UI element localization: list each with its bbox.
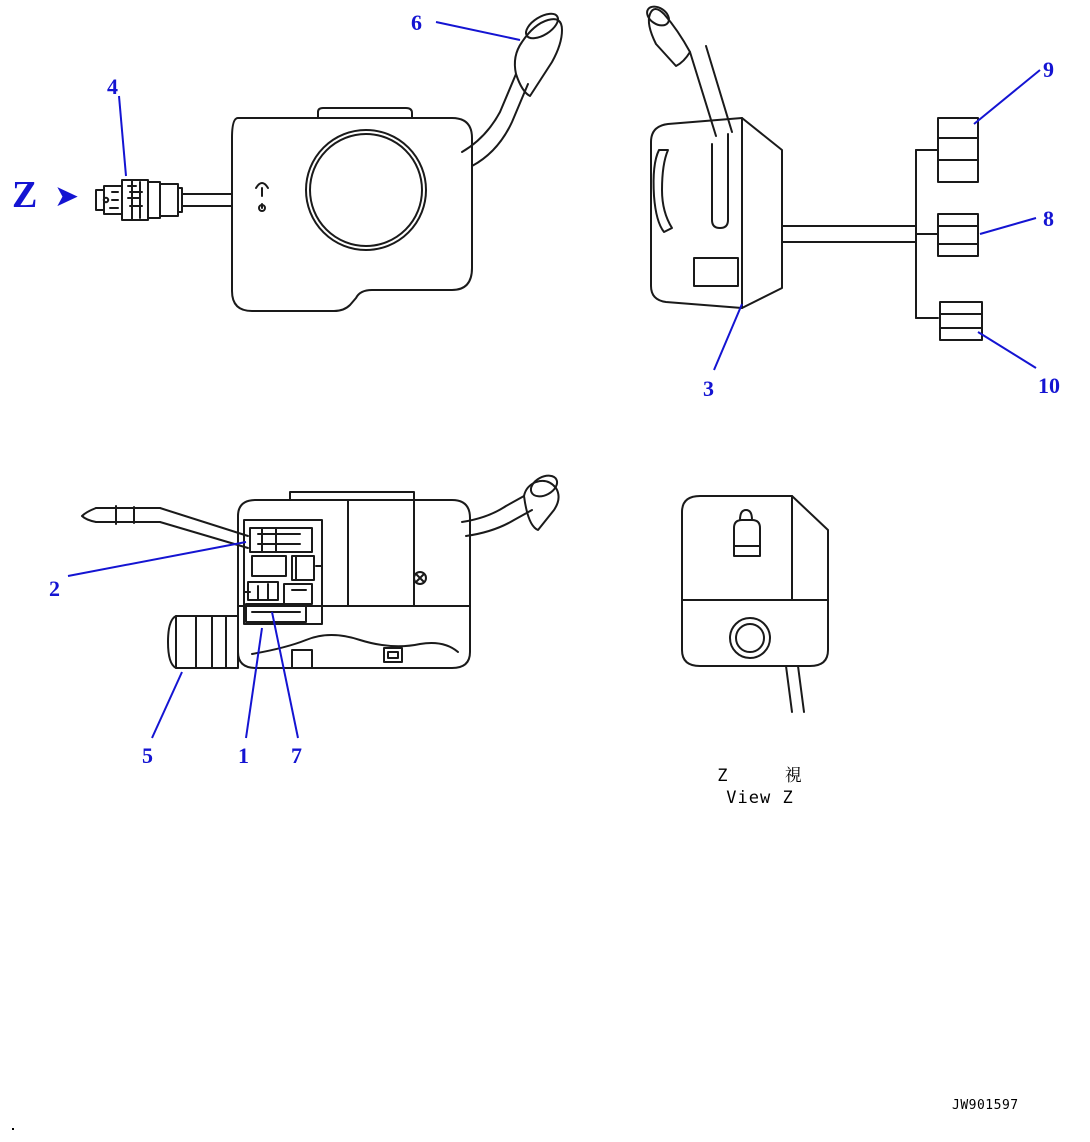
view-z-label-en: View Z bbox=[726, 788, 794, 808]
callout-6: 6 bbox=[411, 10, 422, 35]
callout-5: 5 bbox=[142, 743, 153, 768]
callout-8: 8 bbox=[1043, 206, 1054, 231]
callout-leaders bbox=[68, 22, 1040, 738]
callout-9: 9 bbox=[1043, 57, 1054, 82]
drawing-number: JW901597 bbox=[952, 1098, 1019, 1113]
view-z-assembly bbox=[682, 496, 828, 712]
callout-1: 1 bbox=[238, 743, 249, 768]
top-right-assembly bbox=[644, 3, 982, 340]
callout-2: 2 bbox=[49, 576, 60, 601]
section-arrow-icon: ➤ bbox=[54, 180, 80, 213]
section-letter-z: Z bbox=[12, 174, 38, 216]
callout-7: 7 bbox=[291, 743, 302, 768]
view-z-label-jp: Z 視 bbox=[717, 766, 803, 786]
corner-registration-dot bbox=[12, 1128, 14, 1130]
callout-10: 10 bbox=[1038, 373, 1060, 398]
callout-3: 3 bbox=[703, 376, 714, 401]
top-left-assembly bbox=[96, 9, 562, 311]
bottom-left-assembly bbox=[82, 471, 561, 668]
callout-4: 4 bbox=[107, 74, 118, 99]
